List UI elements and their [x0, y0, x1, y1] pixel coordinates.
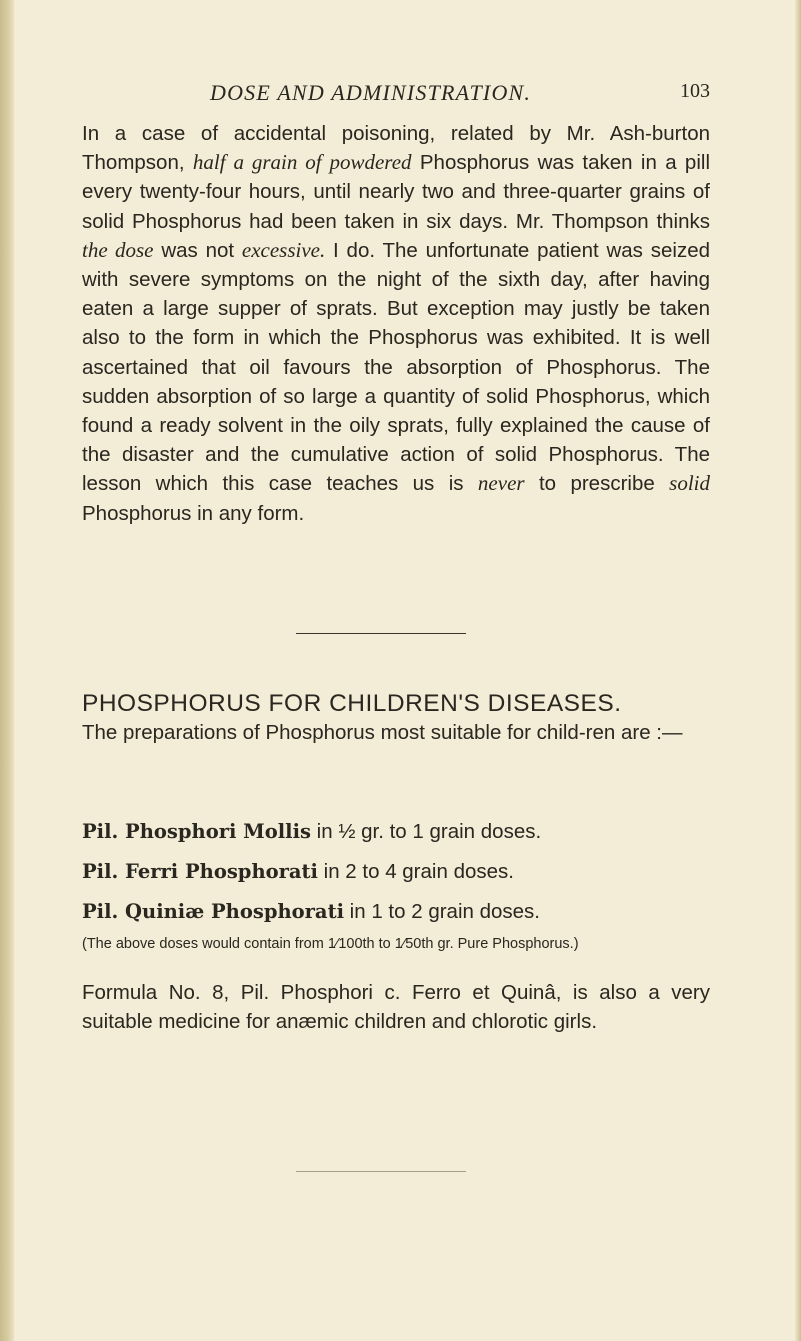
preparation-name: Pil. Quiniæ Phosphorati [82, 900, 344, 923]
paragraph-text: Phosphorus in any form. [82, 501, 305, 525]
preparation-name: Pil. Ferri Phosphorati [82, 860, 318, 883]
section-heading: PHOSPHORUS FOR CHILDREN'S DISEASES. [82, 690, 622, 717]
paragraph-text: to prescribe [524, 472, 670, 496]
preparation-name: Pil. Phosphori Mollis [82, 820, 311, 843]
italic-phrase: the dose [82, 237, 154, 262]
dosage-note: (The above doses would contain from 1⁄100th to 1⁄50th gr. Pure Phosphorus.) [82, 936, 579, 952]
italic-phrase: solid [669, 471, 711, 496]
paragraph-text: Phosphorus was taken in a pill every twenty-four hours, until nearly two and three-quarter grains of solid Phosphorus had been taken in six days. Mr. Thompson thinks [82, 151, 710, 233]
formula-paragraph [82, 978, 710, 1036]
end-divider [296, 1171, 466, 1172]
page-number: 103 [680, 80, 710, 102]
section-divider [296, 633, 466, 634]
paragraph-text: In a case of accidental poisoning, related by Mr. Ash-burton Thompson, [82, 122, 710, 175]
preparation-dose: in 1 to 2 grain doses. [343, 900, 540, 923]
preparation-dose: in ½ gr. to 1 grain doses. [310, 820, 542, 843]
paragraph-text: I do. The unfortunate patient was seized with severe symptoms on the night of the sixth day, after having eaten a large supper of sprats. But exception may justly be taken also to the form in which the Phosphorus was exhibited. It is well ascertained that oil favours the absorption of Phosphorus. The sudden absorption of so large a quantity of solid Phosphorus, which found a ready solvent in the oily sprats, fully explained the cause of the disaster and the cumulative action of solid Phosphorus. The lesson which this case teaches us is [82, 238, 710, 496]
preparations-intro [82, 718, 710, 747]
preparation-item [82, 860, 710, 884]
poisoning-case-paragraph [82, 119, 710, 528]
preparation-dose: in 2 to 4 grain doses. [317, 860, 514, 883]
italic-phrase: never [477, 471, 525, 496]
intro-text: The preparations of Phosphorus most suitable for child-ren are :— [82, 721, 683, 744]
running-head [82, 80, 710, 110]
italic-phrase: half a grain of powdered [192, 150, 412, 175]
preparation-item [82, 820, 710, 844]
running-title: DOSE AND ADMINISTRATION. [210, 80, 532, 105]
italic-phrase: excessive. [241, 237, 326, 262]
preparation-item [82, 900, 710, 924]
formula-text: Formula No. 8, Pil. Phosphori c. Ferro et Quinâ, is also a very suitable medicine for anæmic children and chlorotic girls. [82, 981, 710, 1034]
paragraph-text: was not [153, 238, 242, 262]
